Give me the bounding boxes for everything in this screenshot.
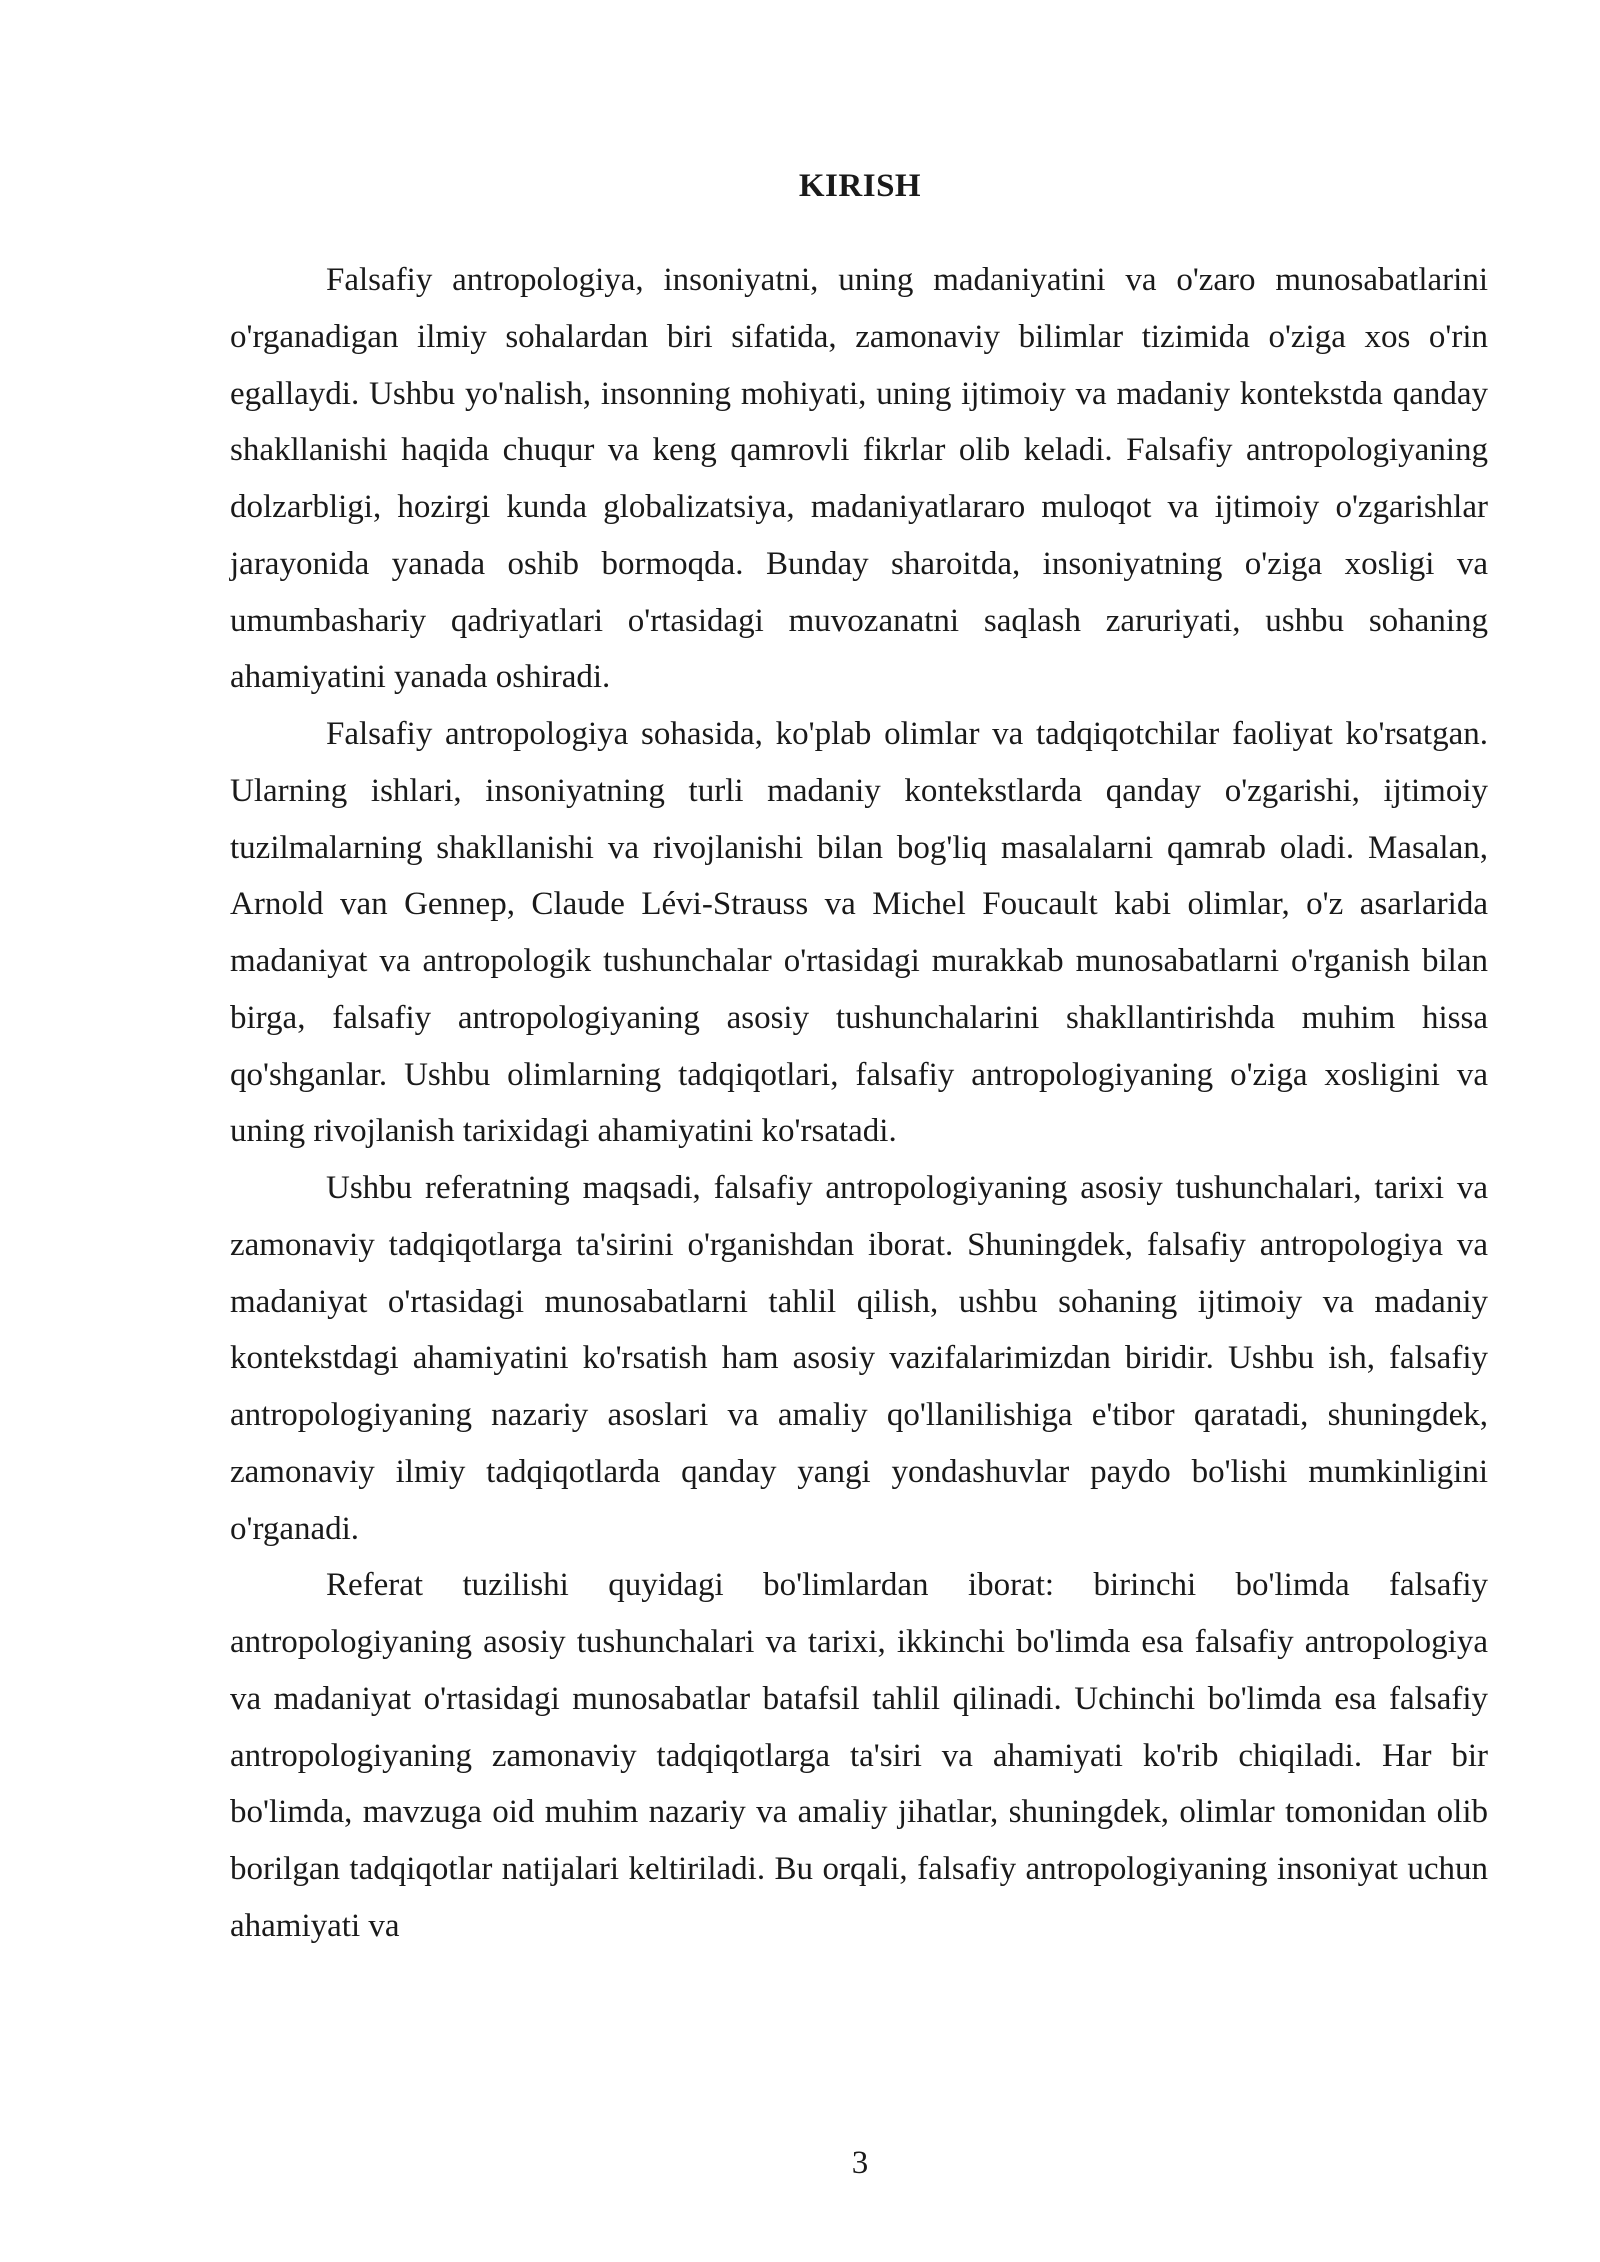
paragraph-4: Referat tuzilishi quyidagi bo'limlardan iborat: birinchi bo'limda falsafiy antropologiyaning asosiy tushunchalari va tarixi, ikkinchi bo'limda esa falsafiy antropologiya va madaniyat o'rtasidagi munosabatlar batafsil tahlil qilinadi. Uchinchi bo'limda esa falsafiy antropologiyaning zamonaviy tadqiqotlarga ta'siri va ahamiyati ko'rib chiqiladi. Har bir bo'limda, mavzuga oid muhim nazariy va amaliy jihatlar, shuningdek, olimlar tomonidan olib borilgan tadqiqotlar natijalari keltiriladi. Bu orqali, falsafiy antropologiyaning insoniyat uchun ahamiyati va: [230, 1567, 1488, 1944]
page-number: 3: [851, 2145, 869, 2181]
body-text: [230, 252, 1488, 1955]
page-title: KIRISH: [798, 168, 922, 204]
paragraph-3: Ushbu referatning maqsadi, falsafiy antropologiyaning asosiy tushunchalari, tarixi va zamonaviy tadqiqotlarga ta'sirini o'rganishdan iborat. Shuningdek, falsafiy antropologiya va madaniyat o'rtasidagi munosabatlarni tahlil qilish, ushbu sohaning ijtimoiy va madaniy kontekstdagi ahamiyatini ko'rsatish ham asosiy vazifalarimizdan biridir. Ushbu ish, falsafiy antropologiyaning nazariy asoslari va amaliy qo'llanilishiga e'tibor qaratadi, shuningdek, zamonaviy ilmiy tadqiqotlarda qanday yangi yondashuvlar paydo bo'lishi mumkinligini o'rganadi.: [230, 1170, 1488, 1547]
paragraph-2: Falsafiy antropologiya sohasida, ko'plab olimlar va tadqiqotchilar faoliyat ko'rsatgan. Ularning ishlari, insoniyatning turli madaniy kontekstlarda qanday o'zgarishi, ijtimoiy tuzilmalarning shakllanishi va rivojlanishi bilan bog'liq masalalarni qamrab oladi. Masalan, Arnold van Gennep, Claude Lévi-Strauss va Michel Foucault kabi olimlar, o'z asarlarida madaniyat va antropologik tushunchalar o'rtasidagi murakkab munosabatlarni o'rganish bilan birga, falsafiy antropologiyaning asosiy tushunchalarini shakllantirishda muhim hissa qo'shganlar. Ushbu olimlarning tadqiqotlari, falsafiy antropologiyaning o'ziga xosligini va uning rivojlanish tarixidagi ahamiyatini ko'rsatadi.: [230, 716, 1488, 1150]
paragraph-1: Falsafiy antropologiya, insoniyatni, uning madaniyatini va o'zaro munosabatlarini o'rganadigan ilmiy sohalardan biri sifatida, zamonaviy bilimlar tizimida o'ziga xos o'rin egallaydi. Ushbu yo'nalish, insonning mohiyati, uning ijtimoiy va madaniy kontekstda qanday shakllanishi haqida chuqur va keng qamrovli fikrlar olib keladi. Falsafiy antropologiyaning dolzarbligi, hozirgi kunda globalizatsiya, madaniyatlararo muloqot va ijtimoiy o'zgarishlar jarayonida yanada oshib bormoqda. Bunday sharoitda, insoniyatning o'ziga xosligi va umumbashariy qadriyatlari o'rtasidagi muvozanatni saqlash zaruriyati, ushbu sohaning ahamiyatini yanada oshiradi.: [230, 262, 1488, 696]
